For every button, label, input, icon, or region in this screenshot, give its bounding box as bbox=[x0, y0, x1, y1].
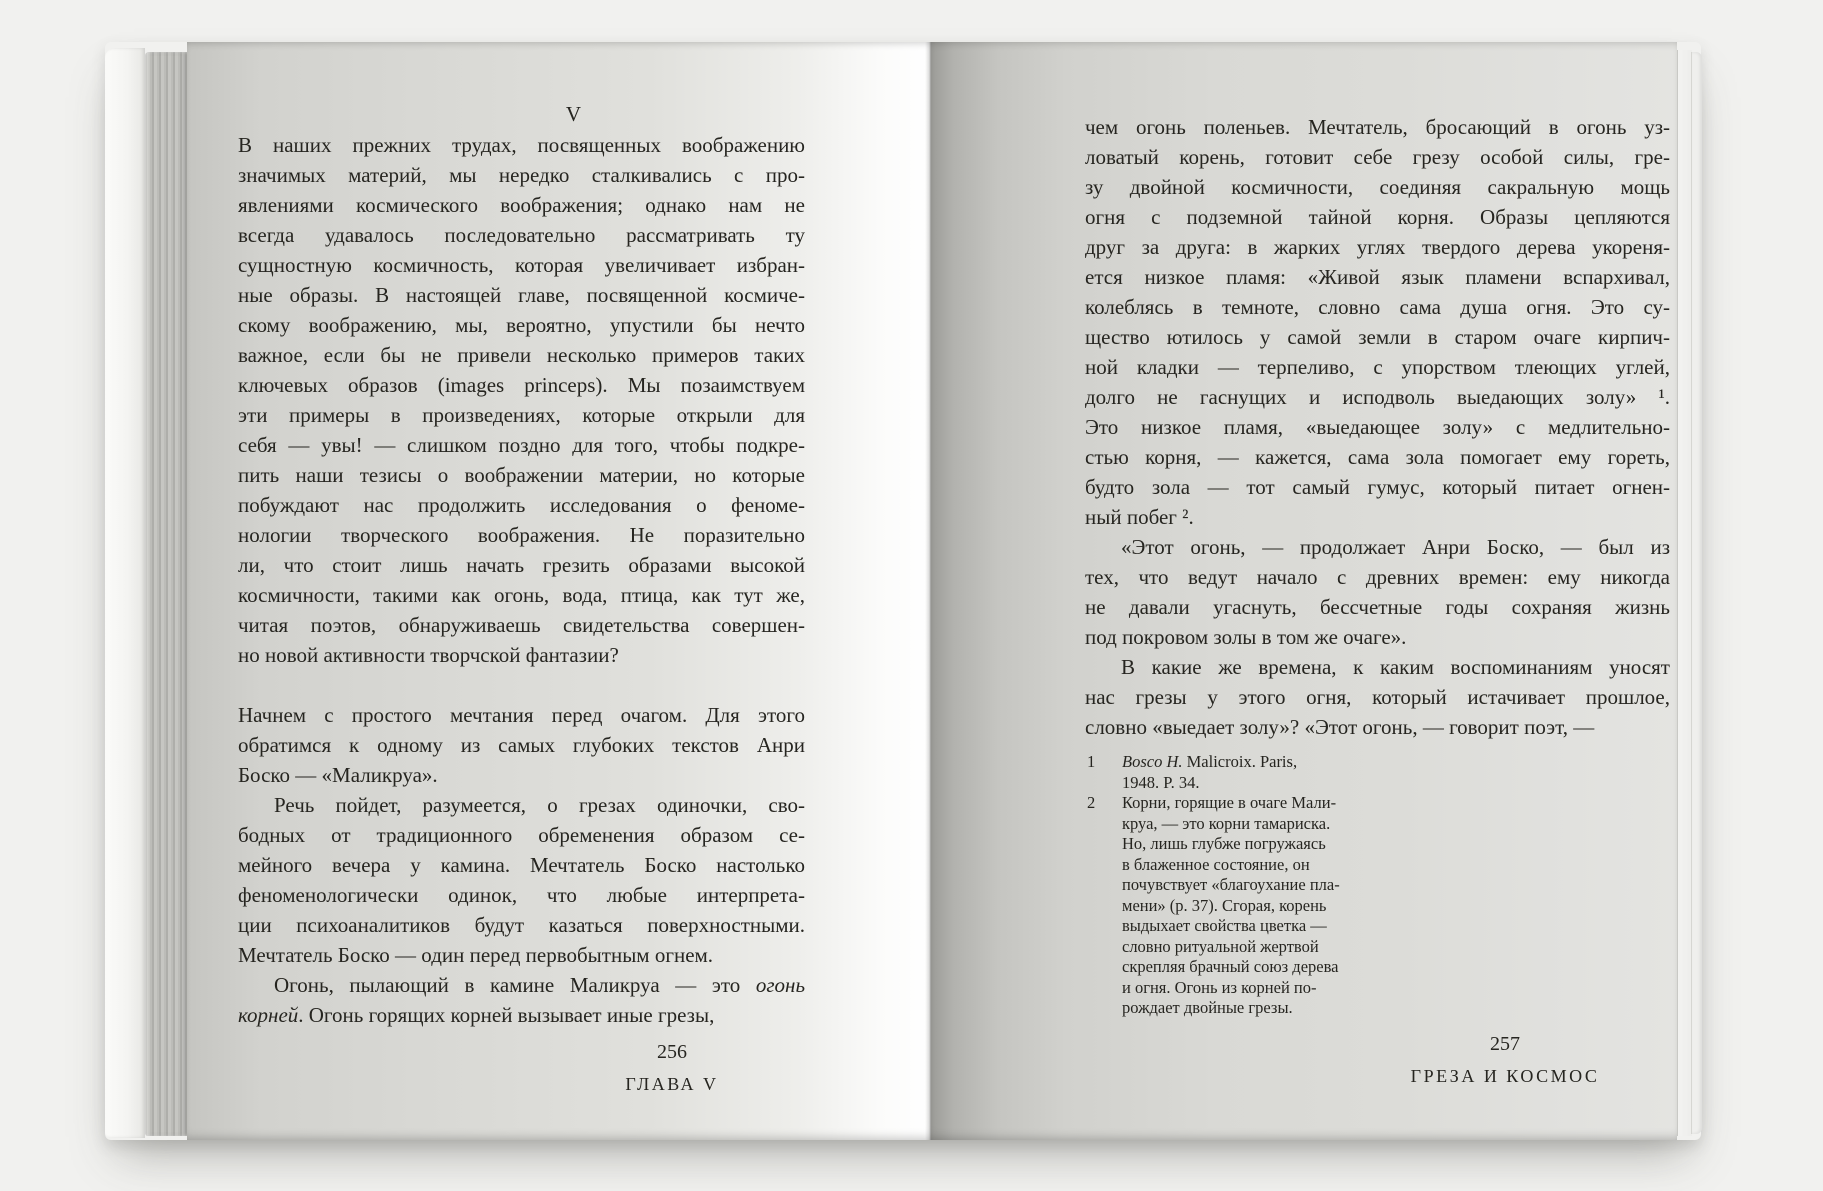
text-line: тех, что ведут начало с древних времен: ему никогда bbox=[1085, 565, 1670, 589]
footnote-line: мени» (p. 37). Сгорая, корень bbox=[1122, 895, 1327, 915]
page-edges-stack bbox=[145, 52, 187, 1136]
text-line: ключевых образов (images princeps). Мы позаимствуем bbox=[238, 373, 805, 397]
chapter-number-heading: V bbox=[565, 102, 583, 126]
text-line: бодных от традиционного обременения образом се- bbox=[238, 823, 805, 847]
page-number: 257 bbox=[1489, 1033, 1520, 1055]
text-line: под покровом золы в том же очаге». bbox=[1085, 625, 1407, 649]
text-line: щество ютилось у самой земли в старом очаге кирпич- bbox=[1085, 325, 1670, 349]
footnote-line: 1948. P. 34. bbox=[1122, 772, 1200, 792]
text-line: важное, если бы не привели несколько примеров таких bbox=[238, 343, 805, 367]
paragraph bbox=[1085, 112, 1670, 532]
text-line: ловатый корень, готовит себе грезу особой силы, гре- bbox=[1085, 145, 1670, 169]
text-line: будто зола — тот самый гумус, который питает огнен- bbox=[1085, 475, 1670, 499]
text-line: обратимся к одному из самых глубоких текстов Анри bbox=[238, 733, 805, 757]
right-page-footer bbox=[1411, 1034, 1600, 1085]
left-page-text-column bbox=[238, 130, 805, 1030]
paragraph bbox=[1085, 652, 1670, 742]
text-line: космичности, такими как огонь, вода, птица, как тут же, bbox=[238, 583, 805, 607]
footnote-line: Но, лишь глубже погружаясь bbox=[1122, 834, 1326, 853]
text-line: феноменологически одинок, что любые интерпрета- bbox=[238, 883, 805, 907]
text-line: ется низкое пламя: «Живой язык пламени вспархивал, bbox=[1085, 265, 1670, 289]
text-line: В какие же времена, к каким воспоминаниям уносят bbox=[1121, 655, 1670, 679]
paragraph bbox=[238, 970, 805, 1030]
right-page bbox=[931, 42, 1677, 1140]
footnote-line: Bosco H. Malicroix. Paris, bbox=[1122, 752, 1298, 771]
page-number: 256 bbox=[656, 1041, 687, 1063]
paragraph bbox=[238, 790, 805, 970]
text-line: не давали угаснуть, бессчетные годы сохраняя жизнь bbox=[1085, 595, 1670, 619]
text-line: побуждают нас продолжить исследования о феноме- bbox=[238, 493, 805, 517]
text-line: друг за друга: в жарких углях твердого дерева укореня- bbox=[1085, 235, 1670, 259]
text-line: словно «выедает золу»? «Этот огонь, — говорит поэт, — bbox=[1085, 715, 1595, 739]
book-cover-edge bbox=[105, 48, 145, 1138]
text-line: чем огонь поленьев. Мечтатель, бросающий в огонь уз- bbox=[1085, 115, 1670, 139]
text-line: стью корня, — кажется, сама зола помогает ему гореть, bbox=[1085, 445, 1670, 469]
footnote-line: Корни, горящие в очаге Мали- bbox=[1122, 793, 1337, 812]
paragraph bbox=[238, 700, 805, 790]
open-book bbox=[105, 42, 1701, 1140]
paragraph bbox=[1085, 532, 1670, 652]
text-line: В наших прежних трудах, посвященных воображению bbox=[238, 133, 805, 157]
left-page bbox=[187, 42, 931, 1140]
running-title: ГРЕЗА И КОСМОС bbox=[1410, 1066, 1600, 1086]
footnote-line: выдыхает свойства цветка — bbox=[1122, 916, 1327, 935]
text-line: но новой активности творчской фантазии? bbox=[238, 643, 619, 667]
text-line: корней. Огонь горящих корней вызывает иные грезы, bbox=[238, 1003, 715, 1027]
footnote-line: словно ритуальной жертвой bbox=[1122, 936, 1319, 956]
text-line: Мечтатель Боско — один перед первобытным огнем. bbox=[238, 943, 714, 967]
footnote-item bbox=[1085, 793, 1385, 1019]
left-page-footer bbox=[625, 1042, 718, 1093]
text-line: «Этот огонь, — продолжает Анри Боско, — был из bbox=[1121, 535, 1670, 559]
text-line: нас грезы у этого огня, который истачивает прошлое, bbox=[1085, 685, 1670, 709]
footnote-line: рождает двойные грезы. bbox=[1122, 998, 1293, 1017]
text-line: всегда удавалось последовательно рассматривать ту bbox=[238, 223, 805, 247]
text-line: Огонь, пылающий в камине Маликруа — это огонь bbox=[274, 973, 805, 997]
text-line: читая поэтов, обнаруживаешь свидетельства совершен- bbox=[238, 613, 805, 637]
footnote-line: и огня. Огонь из корней по- bbox=[1122, 977, 1317, 997]
footnote-number: 2 bbox=[1087, 793, 1096, 812]
footnotes-block bbox=[1085, 752, 1385, 1019]
text-line: сущностную космичность, которая увеличивает избран- bbox=[238, 253, 805, 277]
right-page-text-column bbox=[1085, 112, 1670, 742]
text-line: скому воображению, мы, вероятно, упустили бы нечто bbox=[238, 313, 805, 337]
running-title: ГЛАВА V bbox=[625, 1074, 719, 1094]
text-line: долго не гаснущих и исподволь выедающих золу» ¹. bbox=[1085, 385, 1670, 409]
text-line: Это низкое пламя, «выедающее золу» с медлительно- bbox=[1085, 415, 1670, 439]
text-line: ные образы. В настоящей главе, посвященной космиче- bbox=[238, 283, 805, 307]
text-line: Начнем с простого мечтания перед очагом. Для этого bbox=[238, 703, 805, 727]
text-line: явлениями космического воображения; однако нам не bbox=[238, 193, 805, 217]
text-line: нологии творческого воображения. Не поразительно bbox=[238, 523, 805, 547]
back-cover-edge bbox=[1691, 52, 1702, 1134]
text-line: мейного вечера у камина. Мечтатель Боско настолько bbox=[238, 853, 805, 877]
text-line: Боско — «Маликруа». bbox=[238, 763, 438, 787]
text-line: колеблясь в темноте, словно сама душа огня. Это су- bbox=[1085, 295, 1670, 319]
text-line: ный побег ². bbox=[1085, 505, 1194, 529]
text-line: зу двойной космичности, соединяя сакральную мощь bbox=[1085, 175, 1670, 199]
text-line: Речь пойдет, разумеется, о грезах одиночки, сво- bbox=[274, 793, 805, 817]
footnote-number: 1 bbox=[1087, 752, 1096, 771]
footnote-line: почувствует «благоухание пла- bbox=[1122, 875, 1340, 894]
text-line: ции психоаналитиков будут казаться поверхностными. bbox=[238, 913, 805, 937]
text-line: огня с подземной тайной корня. Образы цепляются bbox=[1085, 205, 1670, 229]
footnote-line: скрепляя брачный союз дерева bbox=[1122, 957, 1339, 976]
text-line: значимых материй, мы нередко сталкивались с про- bbox=[238, 163, 805, 187]
footnote-line: в блаженное состояние, он bbox=[1122, 854, 1310, 874]
footnote-item bbox=[1085, 752, 1385, 793]
paragraph bbox=[238, 130, 805, 670]
text-line: пить наши тезисы о воображении материи, но которые bbox=[238, 463, 805, 487]
text-line: ной кладки — терпеливо, с упорством тлеющих углей, bbox=[1085, 355, 1670, 379]
text-line: эти примеры в произведениях, которые открыли для bbox=[238, 403, 805, 427]
footnote-line: круа, — это корни тамариска. bbox=[1122, 813, 1331, 833]
text-line: ли, что стоит лишь начать грезить образами высокой bbox=[238, 553, 805, 577]
right-page-edges bbox=[1677, 50, 1692, 1136]
text-line: себя — увы! — слишком поздно для того, чтобы подкре- bbox=[238, 433, 805, 457]
